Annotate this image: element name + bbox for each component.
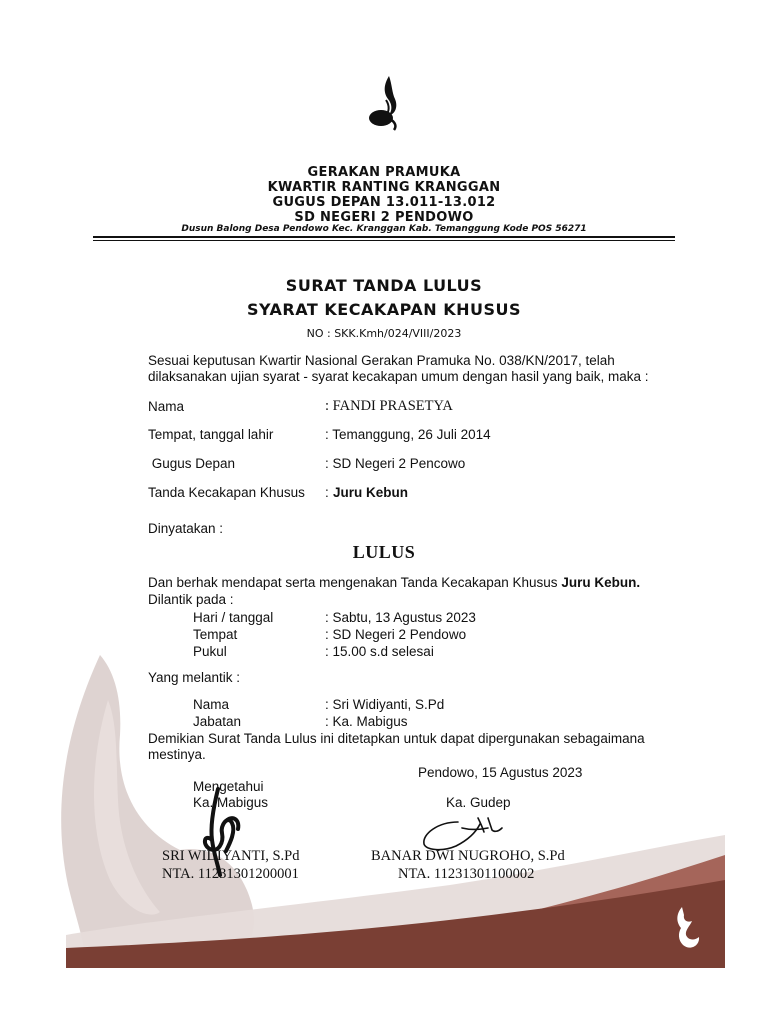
header-rule-thin [93, 240, 675, 241]
rights-text-normal: Dan berhak mendapat serta mengenakan Tanda Kecakapan Khusus [148, 575, 558, 590]
inaugurator-label: Yang melantik : [148, 670, 241, 685]
left-signer-name: SRI WIDIYANTI, S.Pd [162, 848, 300, 864]
tunas-kelapa-logo [362, 74, 404, 134]
time-value: : 15.00 s.d selesai [325, 644, 434, 659]
rights-text [148, 575, 640, 591]
right-signer-name: BANAR DWI NUGROHO, S.Pd [371, 848, 565, 864]
inaugurator-name-value: : Sri Widiyanti, S.Pd [325, 697, 445, 712]
birth-label: Tempat, tanggal lahir [148, 427, 274, 442]
tkk-label: Tanda Kecakapan Khusus [148, 485, 305, 500]
document-number: NO : SKK.Kmh/024/VIII/2023 [306, 327, 462, 340]
school-name: SD NEGERI 2 PENDOWO [294, 210, 474, 225]
inaugurator-name-label: Nama [193, 697, 230, 712]
place-date: Pendowo, 15 Agustus 2023 [418, 765, 583, 780]
kwartir-name: KWARTIR RANTING KRANGGAN [267, 180, 501, 195]
document-subtitle: SYARAT KECAKAPAN KHUSUS [246, 300, 522, 319]
tkk-colon: : [325, 485, 329, 500]
rights-text-bold: Juru Kebun. [561, 575, 641, 590]
day-value: : Sabtu, 13 Agustus 2023 [325, 610, 476, 625]
inaugurated-label: Dilantik pada : [148, 592, 234, 607]
right-signer-nta: NTA. 11231301100002 [398, 866, 535, 882]
inaugurator-role-label: Jabatan [193, 714, 242, 729]
birth-value: : Temanggung, 26 Juli 2014 [325, 427, 491, 442]
time-label: Pukul [193, 644, 227, 659]
intro-line-1: Sesuai keputusan Kwartir Nasional Gerakan Pramuka No. 038/KN/2017, telah [148, 353, 615, 368]
name-value: : FANDI PRASETYA [325, 398, 453, 414]
intro-line-2: dilaksanakan ujian syarat - syarat kecakapan umum dengan hasil yang baik, maka : [148, 369, 649, 384]
result-lulus: LULUS [352, 542, 416, 562]
gudep-label: Gugus Depan [148, 456, 236, 471]
place-label: Tempat [193, 627, 238, 642]
header-rule-thick [93, 236, 675, 238]
place-value: : SD Negeri 2 Pendowo [325, 627, 467, 642]
gudep-value: : SD Negeri 2 Pencowo [325, 456, 466, 471]
closing-line-2: mestinya. [148, 747, 206, 762]
declared-label: Dinyatakan : [148, 521, 224, 536]
closing-line-1: Demikian Surat Tanda Lulus ini ditetapkan untuk dapat dipergunakan sebagaimana [148, 731, 645, 746]
left-signer-title-1: Mengetahui [193, 779, 264, 794]
org-name: GERAKAN PRAMUKA [307, 165, 461, 180]
gugus-depan: GUGUS DEPAN 13.011-13.012 [272, 195, 496, 210]
tkk-value: Juru Kebun [333, 485, 409, 500]
left-signer-title-2: Ka. Mabigus [193, 795, 269, 810]
inaugurator-role-value: : Ka. Mabigus [325, 714, 408, 729]
address: Dusun Balong Desa Pendowo Kec. Kranggan Kab. Temanggung Kode POS 56271 [181, 224, 587, 234]
left-signer-nta: NTA. 11231301200001 [162, 866, 299, 882]
day-label: Hari / tanggal [193, 610, 274, 625]
right-signer-title: Ka. Gudep [446, 795, 511, 810]
document-title: SURAT TANDA LULUS [285, 276, 483, 295]
name-label: Nama [148, 399, 185, 414]
